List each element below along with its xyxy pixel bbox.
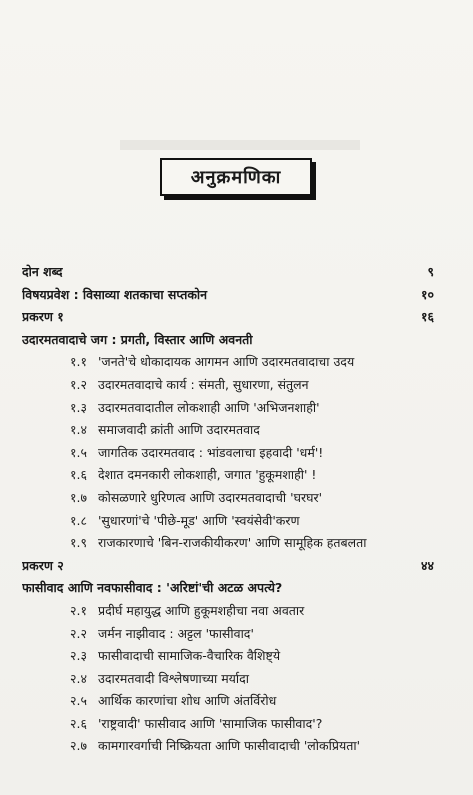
section-number: २.७ xyxy=(70,738,87,754)
toc-entry-label xyxy=(22,353,384,370)
section-number: १.१ xyxy=(70,354,87,370)
toc-entry-label xyxy=(22,421,384,438)
toc-entry-label xyxy=(22,534,384,551)
toc-section-row xyxy=(22,421,452,444)
toc-entry-title: समाजवादी क्रांती आणि उदारमतवाद xyxy=(98,422,260,438)
toc-section-row xyxy=(22,670,452,693)
section-number: १.८ xyxy=(70,512,87,528)
toc-entry-title: प्रदीर्घ महायुद्ध आणि हुकूमशहीचा नवा अवतार xyxy=(98,602,305,618)
page-number: १६ xyxy=(420,309,434,325)
toc-entry-title: राजकारणाचे 'बिन-राजकीयीकरण' आणि सामूहिक हतबलता xyxy=(98,535,367,551)
toc-entry-label xyxy=(22,263,384,280)
toc-entry-title: 'सुधारणां'चे 'पीछे-मूड' आणि 'स्वयंसेवी'करण xyxy=(98,512,300,528)
section-number: १.७ xyxy=(70,489,87,505)
toc-entry-title: उदारमतवादातील लोकशाही आणि 'अभिजनशाही' xyxy=(98,399,320,415)
toc-heading-row xyxy=(22,286,452,309)
toc-entry-title: फासीवाद आणि नवफासीवाद : 'अरिष्टां'ची अटळ अपत्ये? xyxy=(22,580,283,596)
toc-entry-title: उदारमतवादाचे कार्य : संमती, सुधारणा, संतुलन xyxy=(98,376,309,392)
faded-header-band xyxy=(120,140,360,150)
toc-section-row xyxy=(22,399,452,422)
section-number: २.५ xyxy=(70,693,87,709)
toc-entry-label xyxy=(22,308,384,325)
section-number: १.९ xyxy=(70,535,87,551)
section-number: १.४ xyxy=(70,422,87,438)
toc-entry-title: विषयप्रवेश : विसाव्या शतकाचा सप्तकोन xyxy=(22,286,208,302)
toc-entry-label xyxy=(22,286,384,303)
toc-section-row xyxy=(22,466,452,489)
toc-entry-label xyxy=(22,647,384,664)
section-number: १.६ xyxy=(70,467,87,483)
toc-heading-row xyxy=(22,263,452,286)
toc-heading-row xyxy=(22,579,452,602)
toc-entry-label xyxy=(22,399,384,416)
toc-section-row xyxy=(22,737,452,760)
toc-section-row xyxy=(22,602,452,625)
page-number: ४४ xyxy=(420,557,434,573)
toc-entry-label xyxy=(22,489,384,506)
toc-entry-label xyxy=(22,376,384,393)
toc-entry-title: फासीवादाची सामाजिक-वैचारिक वैशिष्ट्ये xyxy=(98,648,281,664)
toc-entry-label xyxy=(22,466,384,483)
toc-entry-label xyxy=(22,331,384,348)
toc-entry-title: 'राष्ट्रवादी' फासीवाद आणि 'सामाजिक फासीवाद'? xyxy=(98,715,323,731)
toc-entry-title: प्रकरण १ xyxy=(22,309,64,325)
toc-entry-title: कामगारवर्गाची निष्क्रियता आणि फासीवादाची 'लोकप्रियता' xyxy=(98,738,361,754)
toc-entry-label xyxy=(22,512,384,529)
toc-entry-title: देशात दमनकारी लोकशाही, जगात 'हुकूमशाही' ! xyxy=(98,467,317,483)
toc-section-row xyxy=(22,376,452,399)
contents-title: अनुक्रमणिका xyxy=(190,167,282,188)
toc-heading-row xyxy=(22,557,452,580)
table-of-contents xyxy=(22,263,452,760)
toc-entry-title: उदारमतवादी विश्लेषणाच्या मर्यादा xyxy=(98,670,250,686)
toc-entry-title: जर्मन नाझीवाद : अट्टल 'फासीवाद' xyxy=(98,625,254,641)
toc-entry-title: दोन शब्द xyxy=(22,264,63,279)
toc-entry-label xyxy=(22,602,384,619)
section-number: २.३ xyxy=(70,648,87,664)
section-number: २.४ xyxy=(70,670,87,686)
toc-section-row xyxy=(22,489,452,512)
section-number: २.१ xyxy=(70,602,87,618)
toc-entry-title: कोसळणारे धुरिणत्व आणि उदारमतवादाची 'घरघर' xyxy=(98,489,323,505)
toc-section-row xyxy=(22,444,452,467)
toc-entry-title: 'जनते'चे धोकादायक आगमन आणि उदारमतवादाचा उदय xyxy=(98,354,355,370)
toc-entry-label xyxy=(22,444,384,461)
page-number: ९ xyxy=(427,264,434,279)
toc-heading-row xyxy=(22,308,452,331)
toc-entry-label xyxy=(22,692,384,709)
section-number: १.३ xyxy=(70,399,87,415)
toc-entry-label xyxy=(22,670,384,687)
toc-entry-title: उदारमतवादाचे जग : प्रगती, विस्तार आणि अवनती xyxy=(22,331,253,347)
toc-entry-title: प्रकरण २ xyxy=(22,557,64,573)
contents-title-box xyxy=(160,158,312,196)
toc-section-row xyxy=(22,353,452,376)
page-number: १० xyxy=(420,286,434,302)
toc-entry-label xyxy=(22,579,384,596)
section-number: २.६ xyxy=(70,715,87,731)
toc-section-row xyxy=(22,647,452,670)
toc-section-row xyxy=(22,692,452,715)
toc-section-row xyxy=(22,512,452,535)
toc-entry-label xyxy=(22,715,384,732)
toc-entry-label xyxy=(22,737,384,754)
toc-section-row xyxy=(22,715,452,738)
toc-section-row xyxy=(22,625,452,648)
toc-section-row xyxy=(22,534,452,557)
section-number: १.२ xyxy=(70,376,87,392)
section-number: २.२ xyxy=(70,625,87,641)
toc-entry-title: आर्थिक कारणांचा शोध आणि अंतर्विरोध xyxy=(98,693,277,709)
toc-entry-title: जागतिक उदारमतवाद : भांडवलाचा इहवादी 'धर्म'! xyxy=(98,444,324,460)
toc-entry-label xyxy=(22,625,384,642)
section-number: १.५ xyxy=(70,444,87,460)
toc-entry-label xyxy=(22,557,384,574)
toc-heading-row xyxy=(22,331,452,354)
